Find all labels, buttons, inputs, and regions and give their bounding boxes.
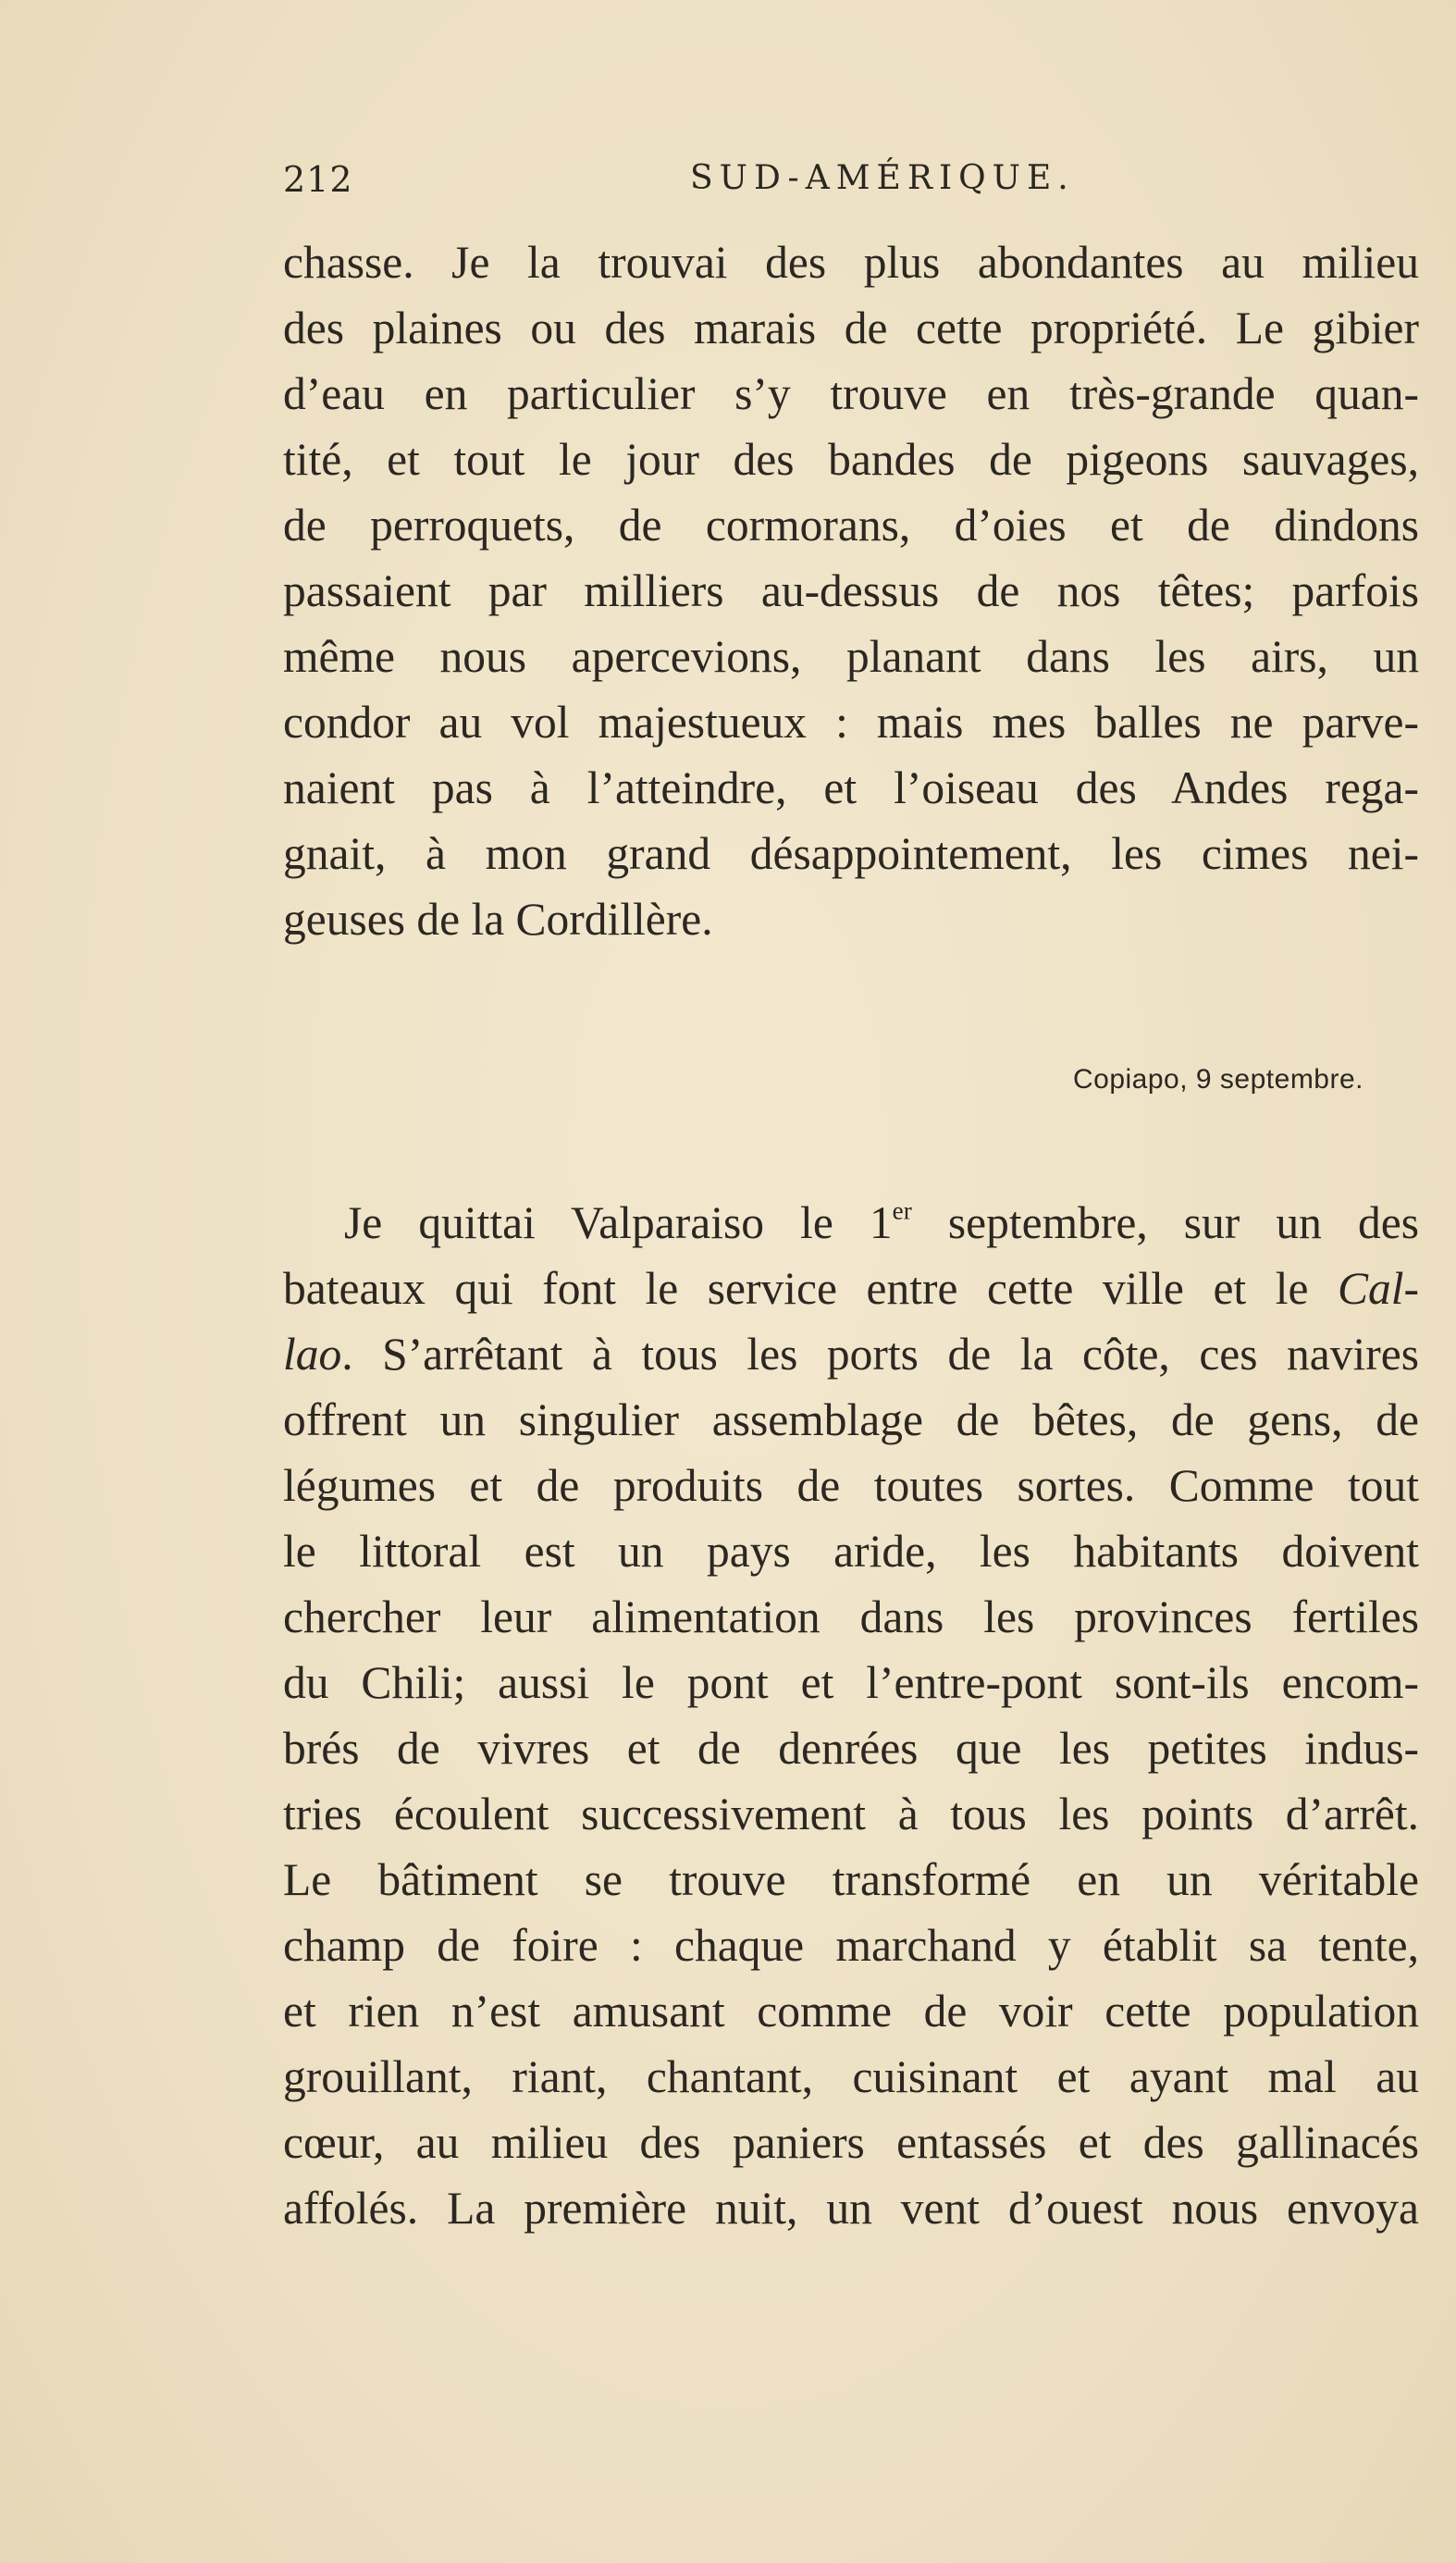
text-line: le littoral est un pays aride, les habitants doivent [283, 1526, 1419, 1577]
text-line: légumes et de produits de toutes sortes. Comme tout [283, 1460, 1419, 1511]
paragraph-1 [283, 229, 1419, 952]
text-line: Le bâtiment se trouve transformé en un véritable [283, 1854, 1419, 1905]
running-head: SUD-AMÉRIQUE. [690, 159, 1075, 197]
paragraph-2 [283, 1190, 1419, 2241]
text-line [283, 1321, 1419, 1387]
text-line: chercher leur alimentation dans les provinces fertiles [283, 1591, 1419, 1642]
dateline: Copiapo, 9 septembre. [1072, 1064, 1363, 1095]
text-line: affolés. La première nuit, un vent d’ouest nous envoya [283, 2183, 1419, 2234]
text-line: des plaines ou des marais de cette propriété. Le gibier [283, 303, 1419, 353]
text-fragment: Je quittai Valparaiso le 1 [344, 1197, 893, 1248]
text-line: d’eau en particulier s’y trouve en très-grande quan- [283, 368, 1419, 419]
text-line: chasse. Je la trouvai des plus abondantes au milieu [283, 237, 1419, 288]
text-fragment: bateaux qui font le service entre cette ville et le [283, 1263, 1338, 1314]
text-line: grouillant, riant, chantant, cuisinant et ayant mal au [283, 2051, 1419, 2102]
text-line: gnait, à mon grand désappointement, les cimes nei- [283, 828, 1419, 879]
text-line: geuses de la Cordillère. [283, 894, 713, 945]
text-line: naient pas à l’atteindre, et l’oiseau des Andes rega- [283, 762, 1419, 813]
text-line: et rien n’est amusant comme de voir cette population [283, 1986, 1419, 2037]
page-header [283, 159, 1208, 215]
text-line: passaient par milliers au-dessus de nos têtes; parfois [283, 565, 1419, 616]
text-line: champ de foire : chaque marchand y établit sa tente, [283, 1920, 1419, 1971]
text-line: tries écoulent successivement à tous les points d’arrêt. [283, 1789, 1419, 1839]
text-line: même nous apercevions, planant dans les airs, un [283, 631, 1419, 682]
ordinal-superscript: er [892, 1196, 912, 1225]
text-fragment: septembre, sur un des [911, 1197, 1419, 1248]
text-line: tité, et tout le jour des bandes de pigeons sauvages, [283, 434, 1419, 485]
italic-place-name: Cal- [1337, 1263, 1419, 1314]
text-line [283, 1256, 1419, 1321]
text-line: de perroquets, de cormorans, d’oies et de dindons [283, 500, 1419, 551]
text-fragment: . S’arrêtant à tous les ports de la côte, ces navires [341, 1329, 1419, 1380]
page-number: 212 [283, 159, 353, 200]
text-line: cœur, au milieu des paniers entassés et des gallinacés [283, 2117, 1419, 2168]
text-line: offrent un singulier assemblage de bêtes, de gens, de [283, 1394, 1419, 1445]
text-line: condor au vol majestueux : mais mes balles ne parve- [283, 697, 1419, 748]
text-line: brés de vivres et de denrées que les petites indus- [283, 1723, 1419, 1774]
text-line [283, 1190, 1419, 1256]
italic-place-name: lao [283, 1329, 342, 1380]
text-line: du Chili; aussi le pont et l’entre-pont sont-ils encom- [283, 1657, 1419, 1708]
